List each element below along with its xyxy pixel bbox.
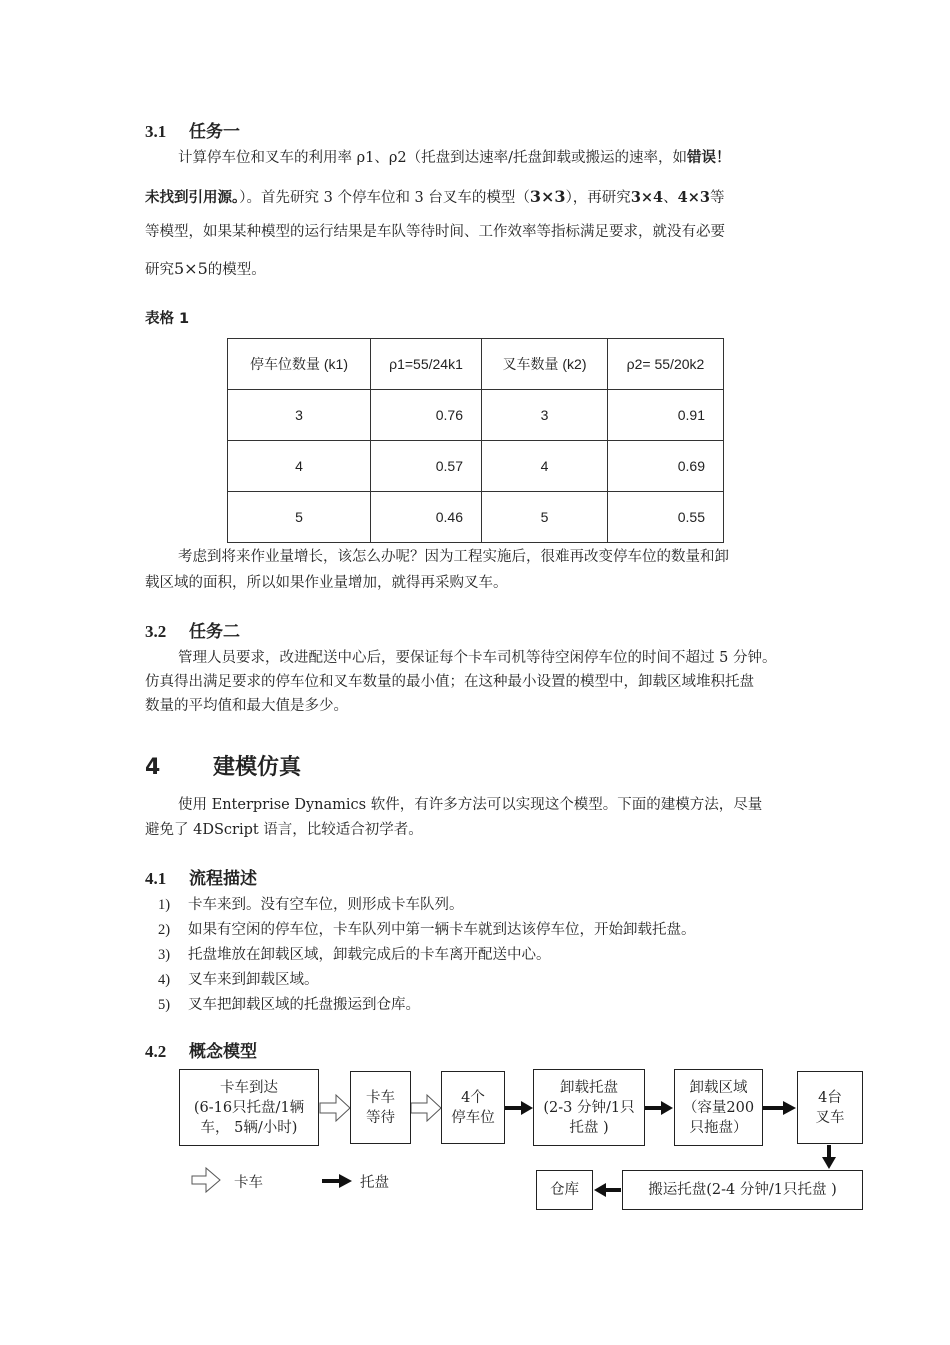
list-item: 2) 如果有空闲的停车位，卡车队列中第一辆卡车就到达该停车位，开始卸载托盘。 (158, 922, 696, 938)
table-cell: 3 (482, 390, 608, 441)
chapter-4-heading: 4 建模仿真 (145, 755, 302, 780)
table-cell: 0.69 (608, 441, 724, 492)
para-2-line-2: 载区域的面积，所以如果作业量增加，就得再采购叉车。 (145, 575, 508, 591)
table-cell: 0.91 (608, 390, 724, 441)
hollow-arrow-icon (411, 1095, 441, 1121)
solid-arrow-icon (822, 1157, 836, 1169)
carry-pallet-box: 搬运托盘(2-4 分钟/1只托盘 ) (622, 1170, 863, 1210)
table-cell: 5 (482, 492, 608, 543)
para-3-line-1: 管理人员要求，改进配送中心后，要保证每个卡车司机等待空闲停车位的时间不超过 5 分钟。 (178, 650, 777, 666)
unload-area-box: 卸载区域 （容量200 只拖盘） (674, 1069, 763, 1146)
table-cell: 3 (228, 390, 371, 441)
table-cell: 5 (228, 492, 371, 543)
legend-solid-arrow-icon (339, 1174, 352, 1188)
para-2-line-1: 考虑到将来作业量增长，该怎么办呢？因为工程实施后，很难再改变停车位的数量和卸 (178, 549, 729, 565)
unload-pallet-box: 卸载托盘 (2-3 分钟/1只 托盘 ) (533, 1069, 645, 1146)
para-1-line-1: 计算停车位和叉车的利用率 ρ1、ρ2（托盘到达速率/托盘卸载或搬运的速率，如错误！ (178, 149, 731, 166)
solid-arrow-icon (783, 1101, 796, 1115)
header-cell: 停车位数量 (k1) (228, 339, 371, 390)
para-4-line-1: 使用 Enterprise Dynamics 软件，有许多方法可以实现这个模型。下面的建模方法，尽量 (178, 797, 763, 813)
table-cell: 0.76 (371, 390, 482, 441)
para-1-line-2: 未找到引用源。）。首先研究 3 个停车位和 3 台叉车的模型（3×3），再研究3×4、4×3等 (145, 187, 725, 206)
para-3-line-2: 仿真得出满足要求的停车位和叉车数量的最小值；在这种最小设置的模型中，卸载区域堆积托盘 (145, 674, 754, 690)
legend-truck-label: 卡车 (234, 1175, 263, 1191)
para-3-line-3: 数量的平均值和最大值是多少。 (145, 698, 348, 714)
legend-hollow-arrow-icon (192, 1168, 220, 1192)
truck-wait-box: 卡车 等待 (350, 1071, 411, 1144)
para-1-line-3: 等模型，如果某种模型的运行结果是车队等待时间、工作效率等指标满足要求，就没有必要 (145, 224, 725, 240)
list-item: 5) 叉车把卸载区域的托盘搬运到仓库。 (158, 997, 420, 1013)
solid-arrow-icon (594, 1183, 606, 1197)
section-3-1-heading: 3.1 任务一 (145, 122, 240, 142)
legend-pallet-label: 托盘 (360, 1175, 389, 1191)
section-3-2-heading: 3.2 任务二 (145, 622, 240, 642)
para-4-line-2: 避免了 4DScript 语言，比较适合初学者。 (145, 822, 423, 838)
header-cell: ρ2= 55/20k2 (608, 339, 724, 390)
table-cell: 4 (228, 441, 371, 492)
table-caption: 表格 1 (145, 311, 190, 327)
header-cell: 叉车数量 (k2) (482, 339, 608, 390)
solid-arrow-icon (521, 1101, 533, 1115)
solid-arrow-icon (661, 1101, 673, 1115)
truck-arrival-box: 卡车到达 (6-16只托盘/1辆 车， 5辆/小时) (179, 1069, 319, 1146)
list-item: 3) 托盘堆放在卸载区域，卸载完成后的卡车离开配送中心。 (158, 947, 551, 963)
list-item: 1) 卡车来到。没有空车位，则形成卡车队列。 (158, 897, 464, 913)
table-cell: 4 (482, 441, 608, 492)
section-4-2-heading: 4.2 概念模型 (145, 1042, 257, 1062)
header-cell: ρ1=55/24k1 (371, 339, 482, 390)
forklift-box: 4台 叉车 (797, 1071, 863, 1144)
parking-box: 4个 停车位 (441, 1071, 505, 1144)
table-cell: 0.46 (371, 492, 482, 543)
list-item: 4) 叉车来到卸载区域。 (158, 972, 319, 988)
warehouse-box: 仓库 (536, 1170, 593, 1210)
table-cell: 0.55 (608, 492, 724, 543)
section-4-1-heading: 4.1 流程描述 (145, 869, 257, 889)
table-cell: 0.57 (371, 441, 482, 492)
hollow-arrow-icon (320, 1095, 350, 1121)
para-1-line-4: 研究5×5的模型。 (145, 259, 266, 278)
